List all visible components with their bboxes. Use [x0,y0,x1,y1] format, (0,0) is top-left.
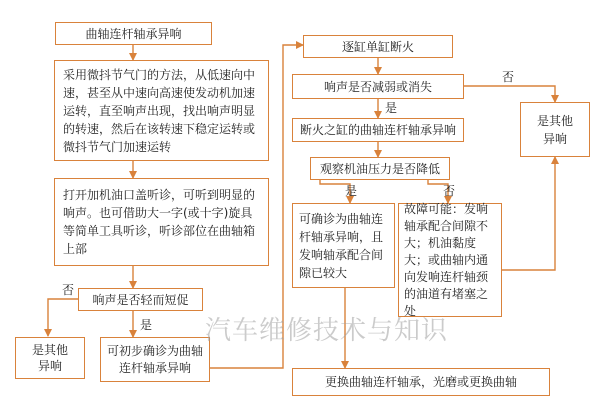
node-listen-text: 打开加机油口盖听诊，可听到明显的响声。也可借助大一字(或十字)旋具等简单工具听诊，听诊部位在曲轴箱上部 [63,188,256,256]
arrow-no-to-other-left [48,299,78,336]
node-confirmed [292,203,395,288]
node-preliminary-text: 可初步确诊为曲轴连杆轴承异响 [106,343,203,375]
node-fault-possible [398,203,502,317]
node-method-throttle [54,60,269,161]
label-yes-sound-weaken: 是 [385,101,398,115]
watermark-text: 汽车维修技术与知识 [205,316,449,346]
label-no-sound-weaken: 否 [502,70,515,84]
node-title-left [55,22,212,45]
node-cylinder-cut [303,35,453,58]
label-no-oil-pressure: 否 [443,184,456,198]
node-cut-cylinder-bearing-text: 断火之缸的曲轴连杆轴承异响 [299,123,456,137]
node-fault-possible-text: 故障可能：发响轴承配合间隙不大；机油黏度大；或曲轴内通向发响连杆轴颈的油道有堵塞之处 [404,201,489,318]
node-method-throttle-text: 采用微抖节气门的方法，从低速向中速，甚至从中速向高速使发动机加速运转，直至响声出现，找出响声明显的转速，然后在该转速下稳定运转或微抖节气门加速运转 [63,67,256,154]
node-other-sound-left [15,337,85,379]
arrow-no-to-other-right [464,86,555,102]
label-yes-sound-short: 是 [140,318,153,332]
node-listen [54,178,269,266]
node-other-sound-right [520,102,590,157]
node-preliminary [100,337,210,382]
node-sound-short-question [78,288,203,311]
node-oil-pressure-question [310,157,450,180]
node-sound-weaken-question-text: 响声是否减弱或消失 [323,79,432,94]
arrow-fault-to-other-right [502,157,555,270]
node-sound-weaken-question [292,74,464,99]
node-other-sound-left-text: 是其他异响 [31,343,68,373]
node-confirmed-text: 可确诊为曲轴连杆轴承异响，且发响轴承配合间隙已较大 [299,211,384,280]
node-title-left-text: 曲轴连杆轴承异响 [85,26,182,41]
node-sound-short-question-text: 响声是否轻而短促 [92,292,189,307]
node-cut-cylinder-bearing [292,118,464,142]
node-replace-text: 更换曲轴连杆轴承，光磨或更换曲轴 [324,375,517,389]
node-replace [292,368,550,396]
node-cylinder-cut-text: 逐缸单缸断火 [341,39,414,54]
node-other-sound-right-text: 是其他异响 [536,113,573,146]
node-oil-pressure-question-text: 观察机油压力是否降低 [319,161,440,176]
label-yes-oil-pressure: 是 [345,184,358,198]
label-no-sound-short: 否 [62,283,75,297]
